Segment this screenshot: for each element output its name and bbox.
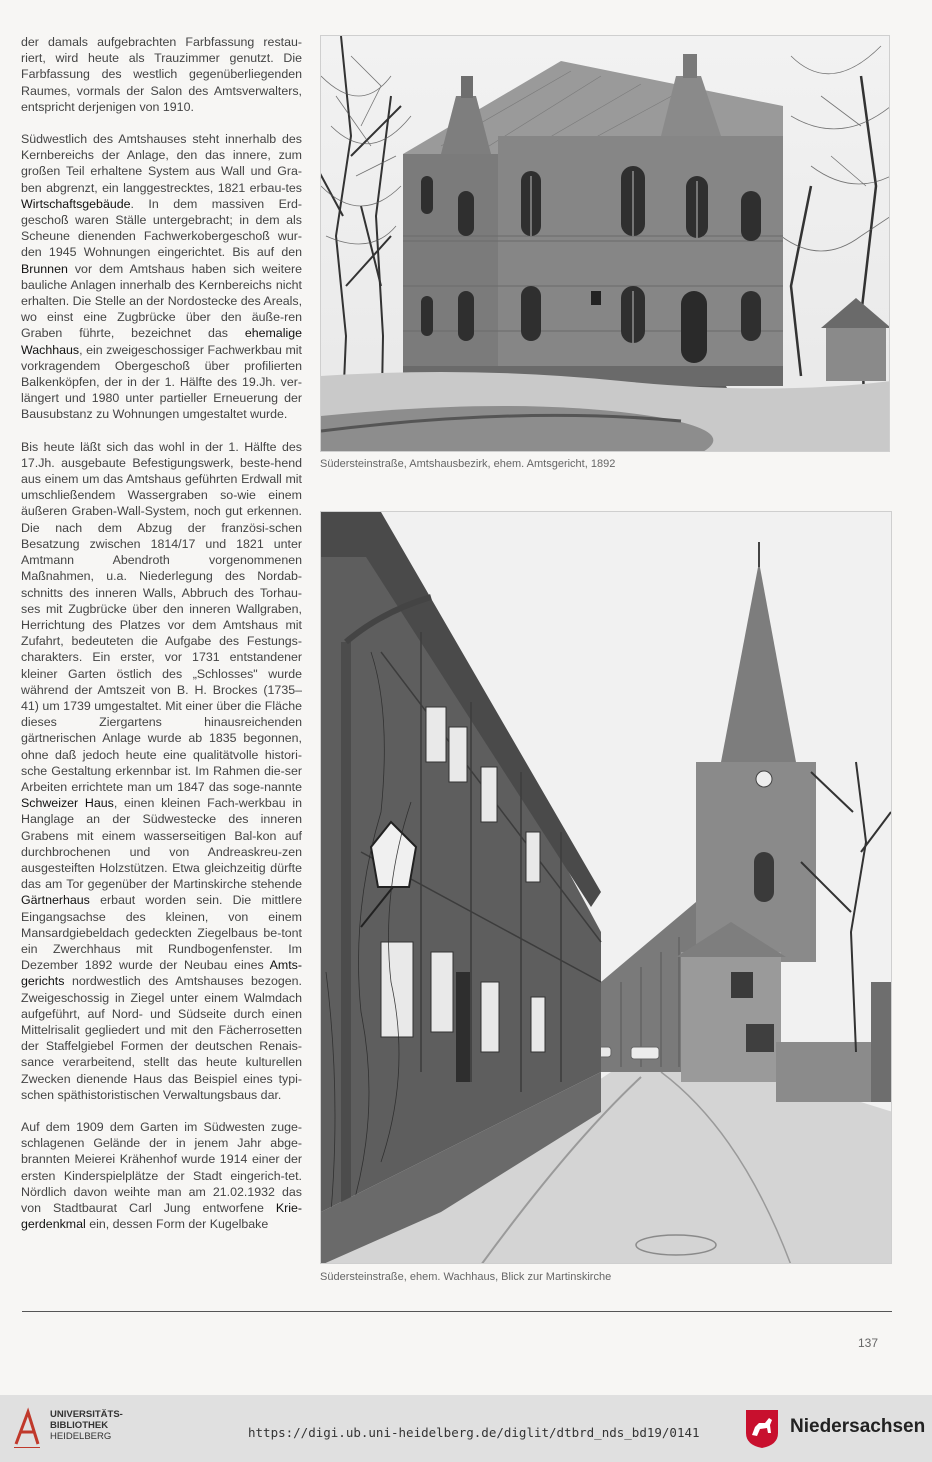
footer-rule bbox=[22, 1311, 892, 1312]
wachhaus-illustration bbox=[321, 512, 892, 1264]
ub-heidelberg-name[interactable]: UNIVERSITÄTS- BIBLIOTHEK HEIDELBERG bbox=[50, 1409, 123, 1442]
keyword-wachhaus: ehemalige Wachhaus bbox=[21, 326, 302, 357]
paragraph-4: Auf dem 1909 dem Garten im Südwesten zuge-schlagenen Gelände der in jenem Jahr abge-brannten Meierei Krähenhof wurde 1914 einer der ersten Kinderspielplätze der Stadt eingerich-tet. Nördlich davon weihte man am 21.02.1932 das von Stadtbaurat Carl Jung entworfene Krie-gerdenkmal ein, dessen Form der Kugelbake bbox=[21, 1120, 302, 1232]
keyword-wirtschaftsgebaeude: Wirtschaftsgebäude bbox=[21, 196, 131, 211]
document-url[interactable]: https://digi.ub.uni-heidelberg.de/diglit/dtbrd_nds_bd19/0141 bbox=[248, 1425, 700, 1440]
viewer-footer bbox=[0, 1395, 932, 1462]
photo-wachhaus bbox=[320, 511, 892, 1264]
keyword-gaertnerhaus: Gärtnerhaus bbox=[21, 893, 90, 908]
text-column bbox=[21, 34, 302, 1248]
amtsgericht-illustration bbox=[321, 36, 890, 452]
paragraph-3: Bis heute läßt sich das wohl in der 1. Hälfte des 17.Jh. ausgebaute Befestigungswerk, beste-hend aus einem um das Amtshaus geführten Erdwall mit umschließendem Wassergraben so-wie einem äußeren Graben-Wall-System, noch gut erkennen. Die nach dem Abzug der französi-schen Besatzung zwischen 1814/17 und 1821 unter Amtmann Abendroth vorgenommenen Maßnahmen, u.a. Niederlegung des Nordab-schnitts des inneren Walls, Abbruch des Torhau-ses mit Zugbrücke über den inneren Wallgraben, Herrichtung des Platzes vor dem Amtshaus mit Zufahrt, bedeuteten die Aufgabe des Festungs-charakters. Ein erster, vor 1731 entstandener kleiner Garten östlich des „Schlosses" wurde während der Amtszeit von B. H. Brockes (1735–41) um 1739 umgestaltet. Mit einer über die Fläche dieses Ziergartens hinausreichenden gärtnerischen Anlage wurde ab 1835 begonnen, ohne daß jedoch heute eine qualitätvolle histori-sche Gestaltung erkennbar ist. Im Rahmen die-ser Arbeiten errichtete man um 1847 das soge-nannte Schweizer Haus, einen kleinen Fach-werkbau in Hanglage an der Südwestecke des inneren Grabens mit einem wasserseitigen Bal-kon auf durchbrochenen und von Andreaskreu-zen ausgesteiften Holzstützen. Etwa gleichzeitig dürfte das am Tor gegenüber der Martinskirche stehende Gärtnerhaus erbaut worden sein. Die mittlere Eingangsachse des kleinen, von einem Mansardgiebeldach gedeckten Ziegelbaus be-tont ein Zwerchhaus mit Rundbogenfenster. Im Dezember 1892 wurde der Neubau eines Amts-gerichts nordwestlich des Amtshauses bezogen. Zweigeschossig in Ziegel unter einem Walmdach aufgeführt, auf Nord- und Südseite durch einen Mittelrisalit gegliedert und mit den Fächerrosetten der Staffelgiebel Formen der deutschen Renais-sance verarbeitend, stellt das heute kulturellen Zwecken dienende Haus das Beispiel eines typi-schen späthistoristischen Verwaltungsbaus dar. bbox=[21, 439, 302, 1102]
paragraph-1: der damals aufgebrachten Farbfassung restau-riert, wird heute als Trauzimmer genutzt. Die Farbfassung des westlich gegenüberliegenden Raumes, vormals der Salon des Amtsverwalters, entspricht derjenigen von 1910. bbox=[21, 35, 302, 114]
niedersachsen-horse-shield-icon[interactable] bbox=[745, 1409, 779, 1449]
keyword-schweizer-haus: Schweizer Haus bbox=[21, 796, 114, 811]
caption-photo-2: Südersteinstraße, ehem. Wachhaus, Blick zur Martinskirche bbox=[320, 1271, 612, 1283]
keyword-amtsgericht: Amts-gerichts bbox=[21, 958, 302, 989]
ub-heidelberg-logo-icon[interactable] bbox=[12, 1404, 42, 1448]
caption-photo-1: Südersteinstraße, Amtshausbezirk, ehem. Amtsgericht, 1892 bbox=[320, 458, 616, 470]
photo-amtsgericht bbox=[320, 35, 890, 452]
niedersachsen-label[interactable]: Niedersachsen bbox=[790, 1416, 926, 1437]
page-number: 137 bbox=[858, 1336, 879, 1350]
paragraph-2: Südwestlich des Amtshauses steht innerhalb des Kernbereichs der Anlage, den das innere, zum großen Teil erhaltene System aus Wall und Gra-ben abgrenzt, ein langgestrecktes, 1821 erbau-tes Wirtschaftsgebäude. In dem massiven Erd-geschoß waren Ställe untergebracht; in dem als Scheune dienenden Fachwerkobergeschoß wur-den 1945 Wohnungen eingerichtet. Bis auf den Brunnen vor dem Amtshaus haben sich weitere bauliche Anlagen innerhalb des Kernbereichs nicht erhalten. Die Stelle an der Nordostecke des Areals, wo einst eine Zugbrücke über den äuße-ren Graben führte, bezeichnet das ehemalige Wachhaus, ein zweigeschossiger Fachwerkbau mit vorkragendem Obergeschoß über profilierten Balkenköpfen, der in der 1. Hälfte des 19.Jh. ver-längert und 1980 unter partieller Erneuerung der Bausubstanz zu Wohnungen umgestaltet wurde. bbox=[21, 132, 303, 422]
keyword-brunnen: Brunnen bbox=[21, 261, 68, 276]
keyword-kriegerdenkmal: Krie-gerdenkmal bbox=[21, 1201, 302, 1232]
